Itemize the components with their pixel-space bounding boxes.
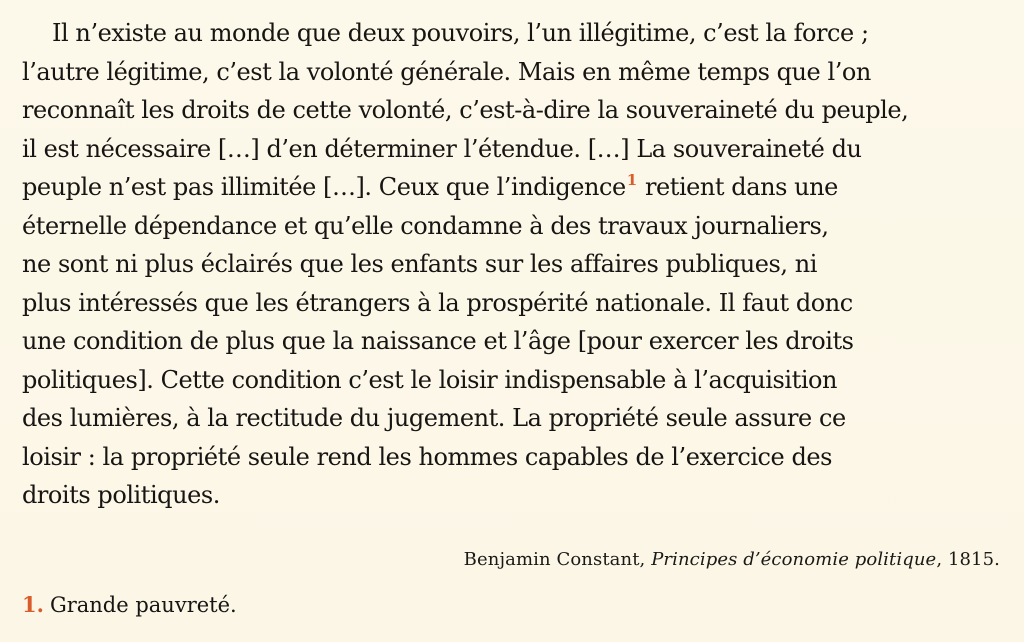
quote-line-segment: retient dans une xyxy=(644,173,838,201)
attribution-author: Benjamin Constant, xyxy=(463,549,646,570)
quote-body xyxy=(22,14,1002,515)
quote-line: ne sont ni plus éclairés que les enfants sur les affaires publiques, ni xyxy=(22,250,817,278)
quote-line: il est nécessaire […] d’en déterminer l’étendue. […] La souveraineté du xyxy=(22,134,862,163)
quote-line-with-note xyxy=(22,168,1002,207)
quote-line: loisir : la propriété seule rend les hommes capables de l’exercice des xyxy=(22,442,833,471)
quote-line: reconnaît les droits de cette volonté, c’est-à-dire la souveraineté du peuple, xyxy=(22,96,909,124)
source-attribution xyxy=(464,546,1000,574)
footnote xyxy=(22,590,237,620)
footnote-marker: 1 xyxy=(626,170,637,189)
quote-line: Il n’existe au monde que deux pouvoirs, l’un illégitime, c’est la force ; xyxy=(52,19,869,47)
quote-line: des lumières, à la rectitude du jugement. La propriété seule assure ce xyxy=(22,404,846,432)
quote-line-segment: peuple n’est pas illimitée […]. Ceux que l’indigence xyxy=(22,173,626,201)
attribution-year: , 1815. xyxy=(936,549,1000,570)
quote-line: droits politiques. xyxy=(22,481,220,509)
footnote-number: 1. xyxy=(22,592,44,617)
attribution-title: Principes d’économie politique xyxy=(651,549,937,570)
footnote-text: Grande pauvreté. xyxy=(49,593,237,617)
quote-line: plus intéressés que les étrangers à la prospérité nationale. Il faut donc xyxy=(22,288,853,317)
quote-line: l’autre légitime, c’est la volonté générale. Mais en même temps que l’on xyxy=(22,57,871,86)
quote-line: politiques]. Cette condition c’est le loisir indispensable à l’acquisition xyxy=(22,365,838,394)
quote-line: éternelle dépendance et qu’elle condamne à des travaux journaliers, xyxy=(22,211,829,240)
quote-line: une condition de plus que la naissance et l’âge [pour exercer les droits xyxy=(22,327,854,355)
